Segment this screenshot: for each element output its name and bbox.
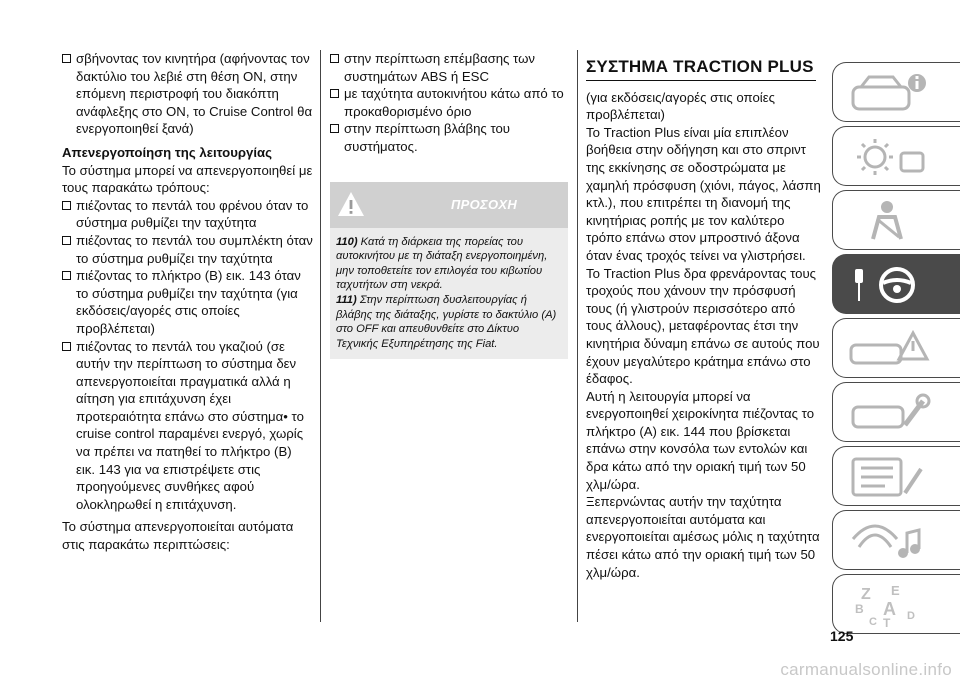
column-divider [577,50,578,622]
list-item: σβήνοντας τον κινητήρα (αφήνοντας τον δακτύλιο του λεβιέ στη θέση ON, στην επόμενη περιστροφή του διακόπτη ανάφλεξης στο ON, το Cruise Control θα ενεργοποιηθεί ξανά) [62,50,314,138]
alphabetical-index-icon [845,581,935,629]
index-letter: A [883,599,896,619]
bullet-square-icon [62,236,71,245]
warning-title: ΠΡΟΣΟΧΗ [450,196,518,212]
column-divider [320,50,321,622]
index-letter: Z [861,586,871,603]
text-column-2 [330,50,570,359]
paragraph: Ξεπερνώντας αυτήν την ταχύτητα απενεργοποιείται αυτόματα και ενεργοποιείται αμέσως μόλις η ταχύτητα πέσει κάτω από την οριακή τιμή των 50 χλμ/ώρα. [586,494,820,580]
chapter-tab-starting-driving[interactable] [832,254,960,314]
paragraph: Το σύστημα απενεργοποιείται αυτόματα στις παρακάτω περιπτώσεις: [62,519,294,553]
index-letter: E [891,583,900,598]
chapter-tab-safety[interactable] [832,190,960,250]
bullet-square-icon [62,342,71,351]
text-column-1 [62,50,314,554]
warning-header [330,182,568,228]
warning-item: 110) Κατά τη διάρκεια της πορείας του αυτοκινήτου με τη διάταξη ενεργοποιημένη, μην τοποθετείτε τον επιλογέα του κιβωτίου ταχυτήτων στη νεκρά. [336,235,548,292]
index-letter: B [855,602,864,616]
section-subtitle: (για εκδόσεις/αγορές στις οποίες προβλέπεται) [586,89,775,123]
seatbelt-safety-icon [845,197,935,245]
key-steering-wheel-icon [845,261,935,309]
text-column-3 [586,50,822,581]
list-item: στην περίπτωση επέμβασης των συστημάτων ABS ή ESC [330,50,570,85]
watermark: carmanualsonline.info [780,660,952,679]
section-title: ΣΥΣΤΗΜΑ TRACTION PLUS [586,58,816,81]
paragraph: Αυτή η λειτουργία μπορεί να ενεργοποιηθεί χειροκίνητα πιέζοντας το πλήκτρο (A) εικ. 144 που βρίσκεται επάνω στην κονσόλα των εντολών και δρα κάτω από την οριακή τιμή των 50 χλμ/ώρα. [586,388,815,492]
maintenance-wrench-icon [845,389,935,437]
list-item: πιέζοντας το πεντάλ του φρένου όταν το σύστημα ρυθμίζει την ταχύτητα [62,197,314,232]
multimedia-music-icon [845,517,935,565]
technical-data-list-icon [845,453,935,501]
warning-triangle-car-icon [845,325,935,373]
chapter-tab-multimedia[interactable] [832,510,960,570]
warning-triangle-icon [336,189,366,219]
chapter-tab-technical-data[interactable] [832,446,960,506]
bullet-square-icon [62,201,71,210]
paragraph: Το σύστημα μπορεί να απενεργοποιηθεί με τους παρακάτω τρόπους: [62,162,313,196]
list-item: πιέζοντας το πλήκτρο (B) εικ. 143 όταν το σύστημα ρυθμίζει την ταχύτητα (για εκδόσεις/αγορές στις οποίες προβλέπεται) [62,267,314,337]
dashboard-lights-icon [845,133,935,181]
list-item: στην περίπτωση βλάβης του συστήματος. [330,120,570,155]
chapter-tab-index[interactable] [832,574,960,634]
chapter-tab-dashboard[interactable] [832,126,960,186]
index-letter: T [883,616,891,629]
list-item: με ταχύτητα αυτοκινήτου κάτω από το προκαθορισμένο όριο [330,85,570,120]
chapter-tab-maintenance[interactable] [832,382,960,442]
list-item: πιέζοντας το πεντάλ του γκαζιού (σε αυτήν την περίπτωση το σύστημα δεν απενεργοποιείται πραγματικά αλλά η αίτηση για επιτάχυνση έχει προτεραιότητα επάνω στο σύστημα• το cruise control παραμένει ενεργό, χωρίς να πρέπει να πατηθεί το πλήκτρο (B) εικ. 143 για να επιστρέψετε στις προηγούμενες συνθήκες αφού ολοκληρωθεί η επιτάχυνση. [62,338,314,514]
warning-item: 111) Στην περίπτωση δυσλειτουργίας ή βλάβης της διάταξης, γυρίστε το δακτύλιο (A) στο OFF και απευθυνθείτε στο Δίκτυο Τεχνικής Εξυπηρέτησης της Fiat. [336,293,557,350]
index-letter: D [907,610,915,622]
warning-body [330,228,568,360]
chapter-tab-emergency[interactable] [832,318,960,378]
index-letter: C [869,616,877,628]
bullet-square-icon [62,271,71,280]
bullet-square-icon [62,54,71,63]
paragraph: Το Traction Plus είναι μία επιπλέον βοήθεια στην οδήγηση και στο σπριντ της εκκίνησης σε οδοστρώματα με χαμηλή πρόσφυση (χιόνι, πάγος, λάσπη κτλ.), που επιτρέπει τη διανομή της κινητήριας ροπής με τον καλύτερο τρόπο επάνω στον μπροστινό άξονα όταν ένας τροχός τείνει να γλιστρήσει. [586,124,821,263]
chapter-tab-car-info[interactable] [832,62,960,122]
bullet-square-icon [330,54,339,63]
list-item: πιέζοντας το πεντάλ του συμπλέκτη όταν το σύστημα ρυθμίζει την ταχύτητα [62,232,314,267]
page-number: 125 [830,628,854,644]
warning-box [330,182,568,360]
section-heading: Απενεργοποίηση της λειτουργίας [62,144,272,160]
bullet-square-icon [330,89,339,98]
paragraph: Το Traction Plus δρα φρενάροντας τους τροχούς που χάνουν την πρόσφυσή τους (ή γλιστρούν περισσότερο από τους άλλους), μεταφέροντας έτσι την κινητήρια δύναμη επάνω σε αυτούς που έχουν μεγαλύτερο κράτημα επάνω στο έδαφος. [586,265,820,387]
car-info-icon [845,69,935,117]
bullet-square-icon [330,124,339,133]
